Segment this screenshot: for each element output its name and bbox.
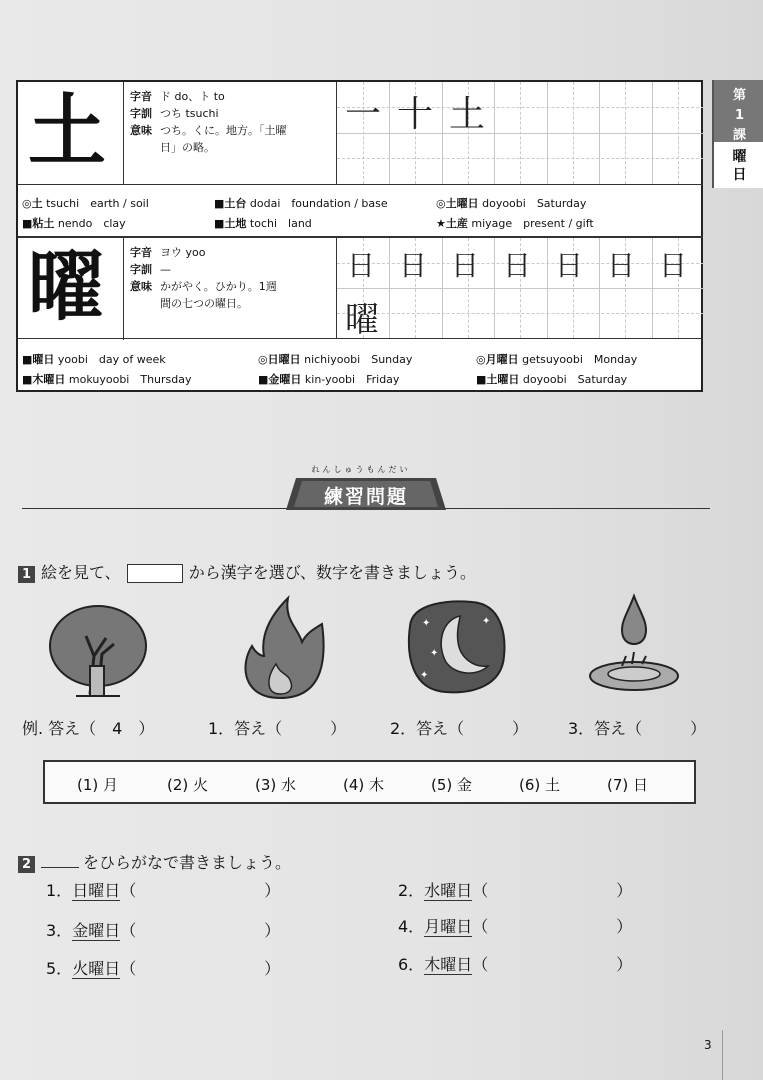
- kanji-character: 曜: [28, 242, 104, 331]
- svg-text:✦: ✦: [482, 616, 491, 627]
- q1-example: 例. 答え（ 4 ）: [22, 719, 155, 738]
- vocab-list-yoo: [18, 338, 703, 391]
- choice-item: (2) 火: [167, 776, 209, 794]
- choice-item: (7) 日: [607, 776, 649, 794]
- stroke-7: 日: [659, 249, 688, 282]
- question-number: 1: [18, 566, 35, 583]
- lesson-number: 第 1 課: [714, 80, 763, 142]
- vocab-item: ■土地 tochi land: [214, 217, 312, 230]
- choice-item: (6) 土: [519, 776, 561, 794]
- q1-answer-3[interactable]: 3．答え（ ）: [568, 719, 707, 738]
- q2-item-6[interactable]: 6．木曜日（ ）: [398, 955, 633, 974]
- vocab-item: ■金曜日 kin-yoobi Friday: [258, 373, 400, 386]
- vocab-item: ◎月曜日 getsuyoobi Monday: [476, 353, 638, 366]
- q1-answer-2[interactable]: 2．答え（ ）: [390, 719, 529, 738]
- vocab-item: ◎土 tsuchi earth / soil: [22, 197, 149, 210]
- section-title: 練習問題: [323, 486, 408, 508]
- vocab-item: ■木曜日 mokuyoobi Thursday: [22, 373, 192, 386]
- kanji-readings: 字音 ド do、ト to 字訓 つち tsuchi 意味 つち。くに。地方。「土曜 日」の略。: [130, 90, 287, 154]
- fire-icon: [232, 594, 328, 700]
- blank-box: [127, 564, 183, 583]
- water-drop-icon: [588, 590, 688, 694]
- q2-item-3[interactable]: 3．金曜日（ ）: [46, 921, 281, 940]
- q2-item-5[interactable]: 5．火曜日（ ）: [46, 959, 281, 978]
- stroke-5: 日: [555, 249, 584, 282]
- vocab-item: ★土産 miyage present / gift: [436, 217, 594, 230]
- stroke-6: 日: [607, 249, 636, 282]
- stroke-2: 日: [399, 249, 428, 282]
- lesson-topic: 曜 日: [732, 149, 747, 183]
- kanji-character: 土: [28, 86, 107, 177]
- q2-item-2[interactable]: 2．水曜日（ ）: [398, 881, 633, 900]
- section-title-banner: [286, 478, 446, 510]
- q2-instruction: 2 をひらがなで書きましょう。: [18, 850, 291, 873]
- q2-item-1[interactable]: 1．日曜日（ ）: [46, 881, 281, 900]
- question-number: 2: [18, 856, 35, 873]
- lesson-tab: [712, 80, 763, 188]
- choice-box: [43, 760, 696, 804]
- svg-text:✦: ✦: [420, 670, 429, 681]
- q1-answer-1[interactable]: 1．答え（ ）: [208, 719, 347, 738]
- vocab-item: ■土曜日 doyoobi Saturday: [476, 373, 628, 386]
- stroke-1: 日: [347, 249, 376, 282]
- q1-instruction: 1 絵を見て、 から漢字を選び、数字を書きましょう。: [18, 560, 476, 583]
- kanji-cell-tsuchi: [18, 82, 124, 184]
- choice-item: (3) 水: [255, 776, 297, 794]
- page-number: 3: [704, 1038, 712, 1052]
- svg-text:✦: ✦: [422, 618, 431, 629]
- stroke-final: 曜: [345, 300, 379, 340]
- choice-item: (1) 月: [77, 776, 119, 794]
- vocab-item: ■粘土 nendo clay: [22, 217, 126, 230]
- kanji-cell-yoo: [18, 238, 124, 340]
- vocab-item: ■曜日 yoobi day of week: [22, 353, 166, 366]
- stroke-order-grid: [336, 238, 704, 338]
- vocab-item: ■土台 dodai foundation / base: [214, 197, 388, 210]
- vocab-item: ◎日曜日 nichiyoobi Sunday: [258, 353, 413, 366]
- kanji-readings: 字音 ヨウ yoo 字訓 — 意味 かがやく。ひかり。1週 間の七つの曜日。: [130, 246, 277, 310]
- q2-item-4[interactable]: 4．月曜日（ ）: [398, 917, 633, 936]
- underline-blank: [41, 853, 79, 868]
- stroke-3: 土: [449, 94, 486, 135]
- stroke-1: 一: [345, 94, 382, 135]
- tree-icon: [46, 596, 150, 700]
- vocab-list-tsuchi: [18, 184, 703, 237]
- stroke-3: 日: [451, 249, 480, 282]
- section-ruby: れんしゅうもんだい: [311, 465, 411, 474]
- moon-icon: [402, 596, 508, 696]
- svg-text:✦: ✦: [430, 648, 439, 659]
- vocab-item: ◎土曜日 doyoobi Saturday: [436, 197, 587, 210]
- kanji-table: [16, 80, 703, 392]
- choice-item: (4) 木: [343, 776, 385, 794]
- stroke-order-grid: [336, 82, 704, 184]
- margin-line: [722, 1030, 723, 1080]
- stroke-2: 十: [397, 94, 434, 135]
- kanji-row-yoo: [18, 236, 703, 340]
- choice-item: (5) 金: [431, 776, 473, 794]
- stroke-4: 日: [503, 249, 532, 282]
